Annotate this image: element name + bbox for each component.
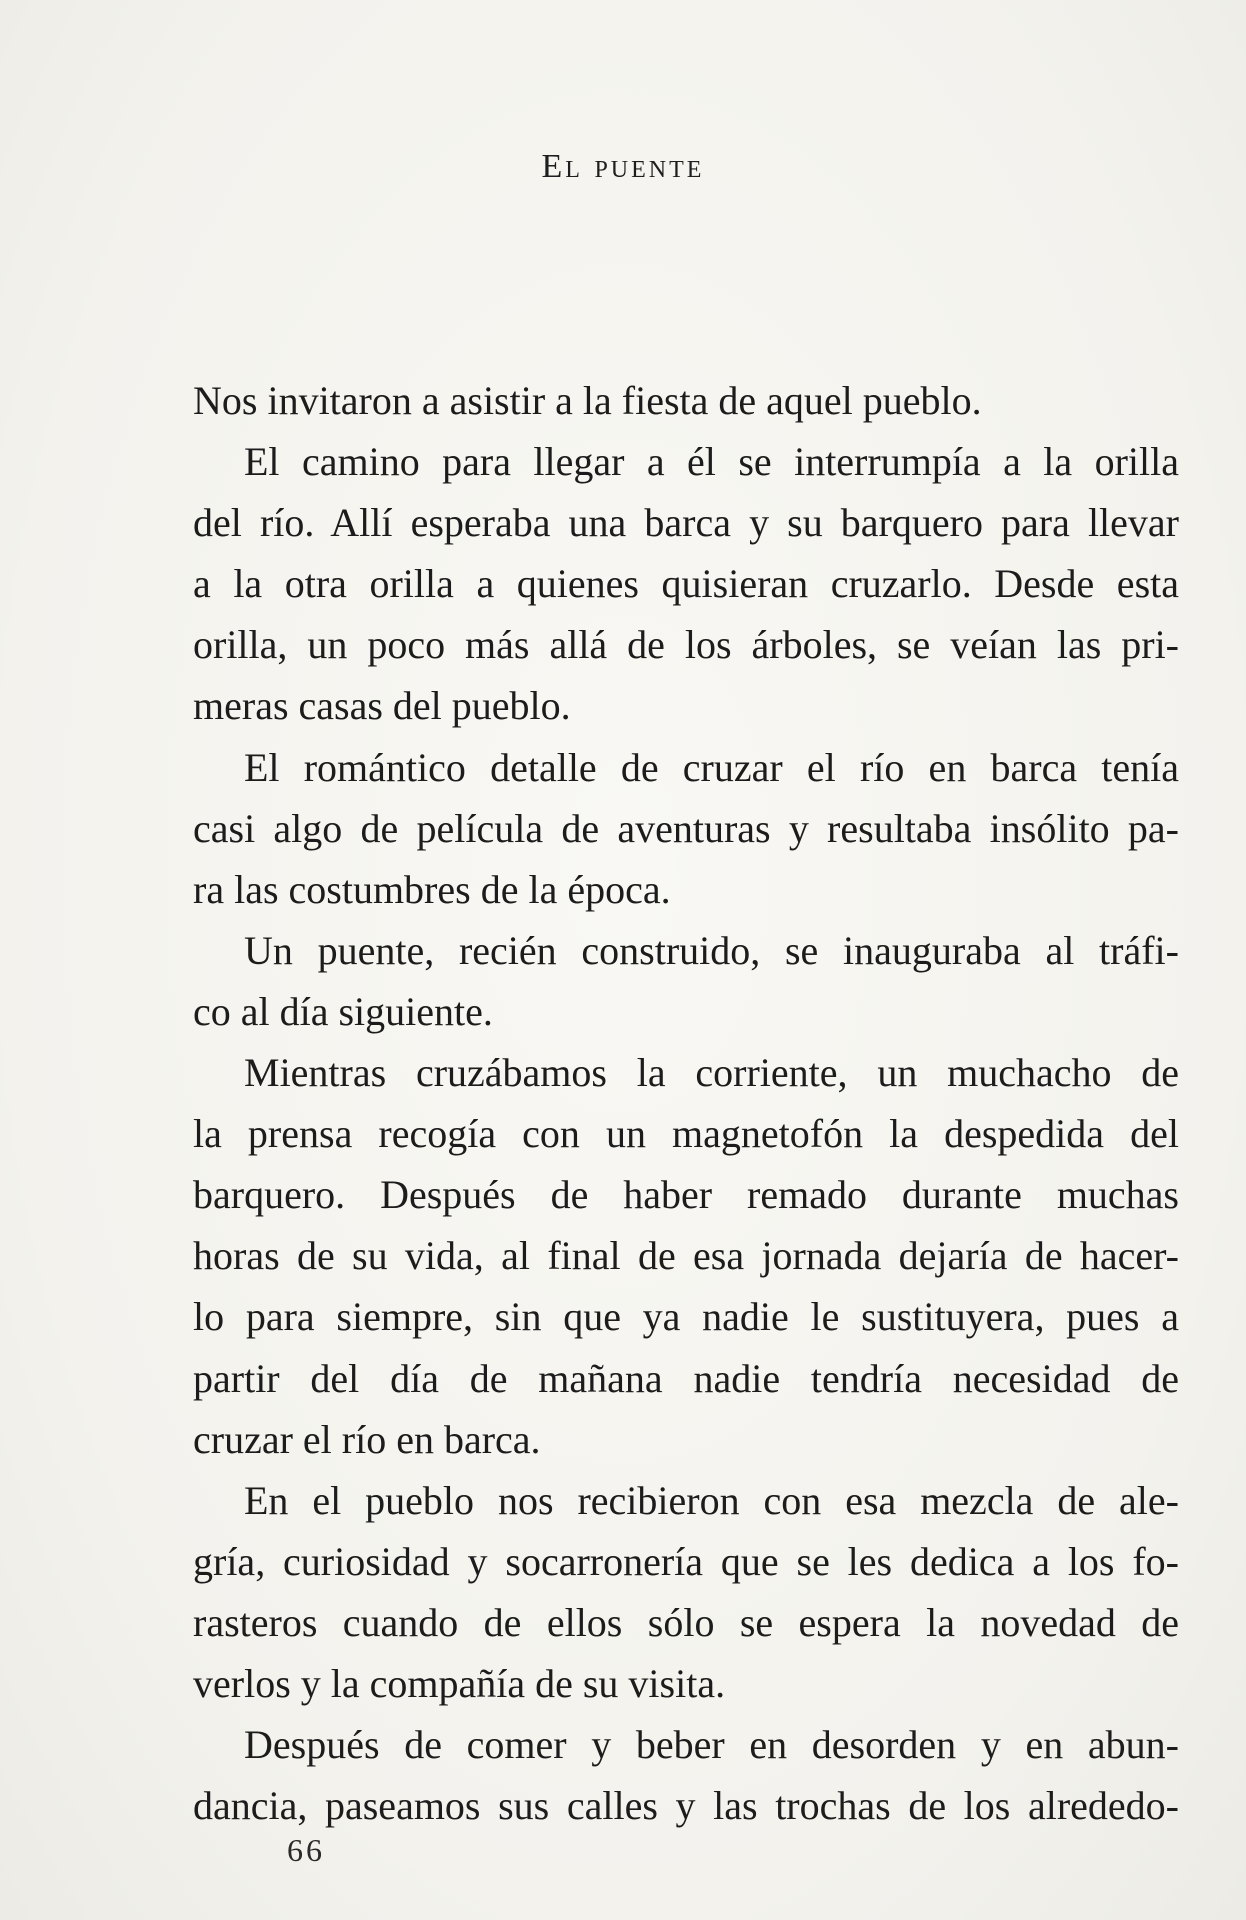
page-number: 66 — [287, 1832, 325, 1868]
text-line: casi algo de película de aventuras y resultaba insólito pa- — [193, 805, 1179, 851]
text-line: verlos y la compañía de su visita. — [193, 1660, 726, 1706]
text-line: del río. Allí esperaba una barca y su barquero para llevar — [193, 500, 1179, 546]
text-line: El camino para llegar a él se interrumpía a la orilla — [244, 439, 1179, 485]
text-line: meras casas del pueblo. — [193, 683, 571, 729]
text-line: gría, curiosidad y socarronería que se les dedica a los fo- — [193, 1538, 1179, 1584]
text-line: Nos invitaron a asistir a la fiesta de aquel pueblo. — [193, 378, 982, 423]
text-line: Después de comer y beber en desorden y en abun- — [244, 1722, 1179, 1768]
text-line: Mientras cruzábamos la corriente, un muchacho de — [244, 1050, 1179, 1096]
chapter-title: El puente — [541, 148, 705, 185]
text-line: co al día siguiente. — [193, 988, 493, 1034]
text-line: cruzar el río en barca. — [193, 1416, 541, 1462]
text-line: la prensa recogía con un magnetofón la despedida del — [193, 1111, 1179, 1157]
text-line: lo para siempre, sin que ya nadie le sustituyera, pues a — [193, 1294, 1179, 1340]
text-line: a la otra orilla a quienes quisieran cruzarlo. Desde esta — [193, 561, 1179, 607]
text-line: orilla, un poco más allá de los árboles, se veían las pri- — [193, 622, 1179, 668]
body-text — [193, 370, 1179, 1836]
text-line: horas de su vida, al final de esa jornada dejaría de hacer- — [193, 1233, 1179, 1279]
text-line: partir del día de mañana nadie tendría necesidad de — [193, 1355, 1179, 1401]
text-line: En el pueblo nos recibieron con esa mezcla de ale- — [244, 1477, 1179, 1523]
text-line: rasteros cuando de ellos sólo se espera la novedad de — [193, 1599, 1179, 1645]
text-line: ra las costumbres de la época. — [193, 866, 671, 912]
text-line: dancia, paseamos sus calles y las trochas de los alrededo- — [193, 1783, 1179, 1829]
text-line: Un puente, recién construido, se inauguraba al tráfi- — [244, 927, 1179, 973]
text-line: barquero. Después de haber remado durante muchas — [193, 1172, 1179, 1218]
text-line: El romántico detalle de cruzar el río en barca tenía — [244, 744, 1179, 790]
